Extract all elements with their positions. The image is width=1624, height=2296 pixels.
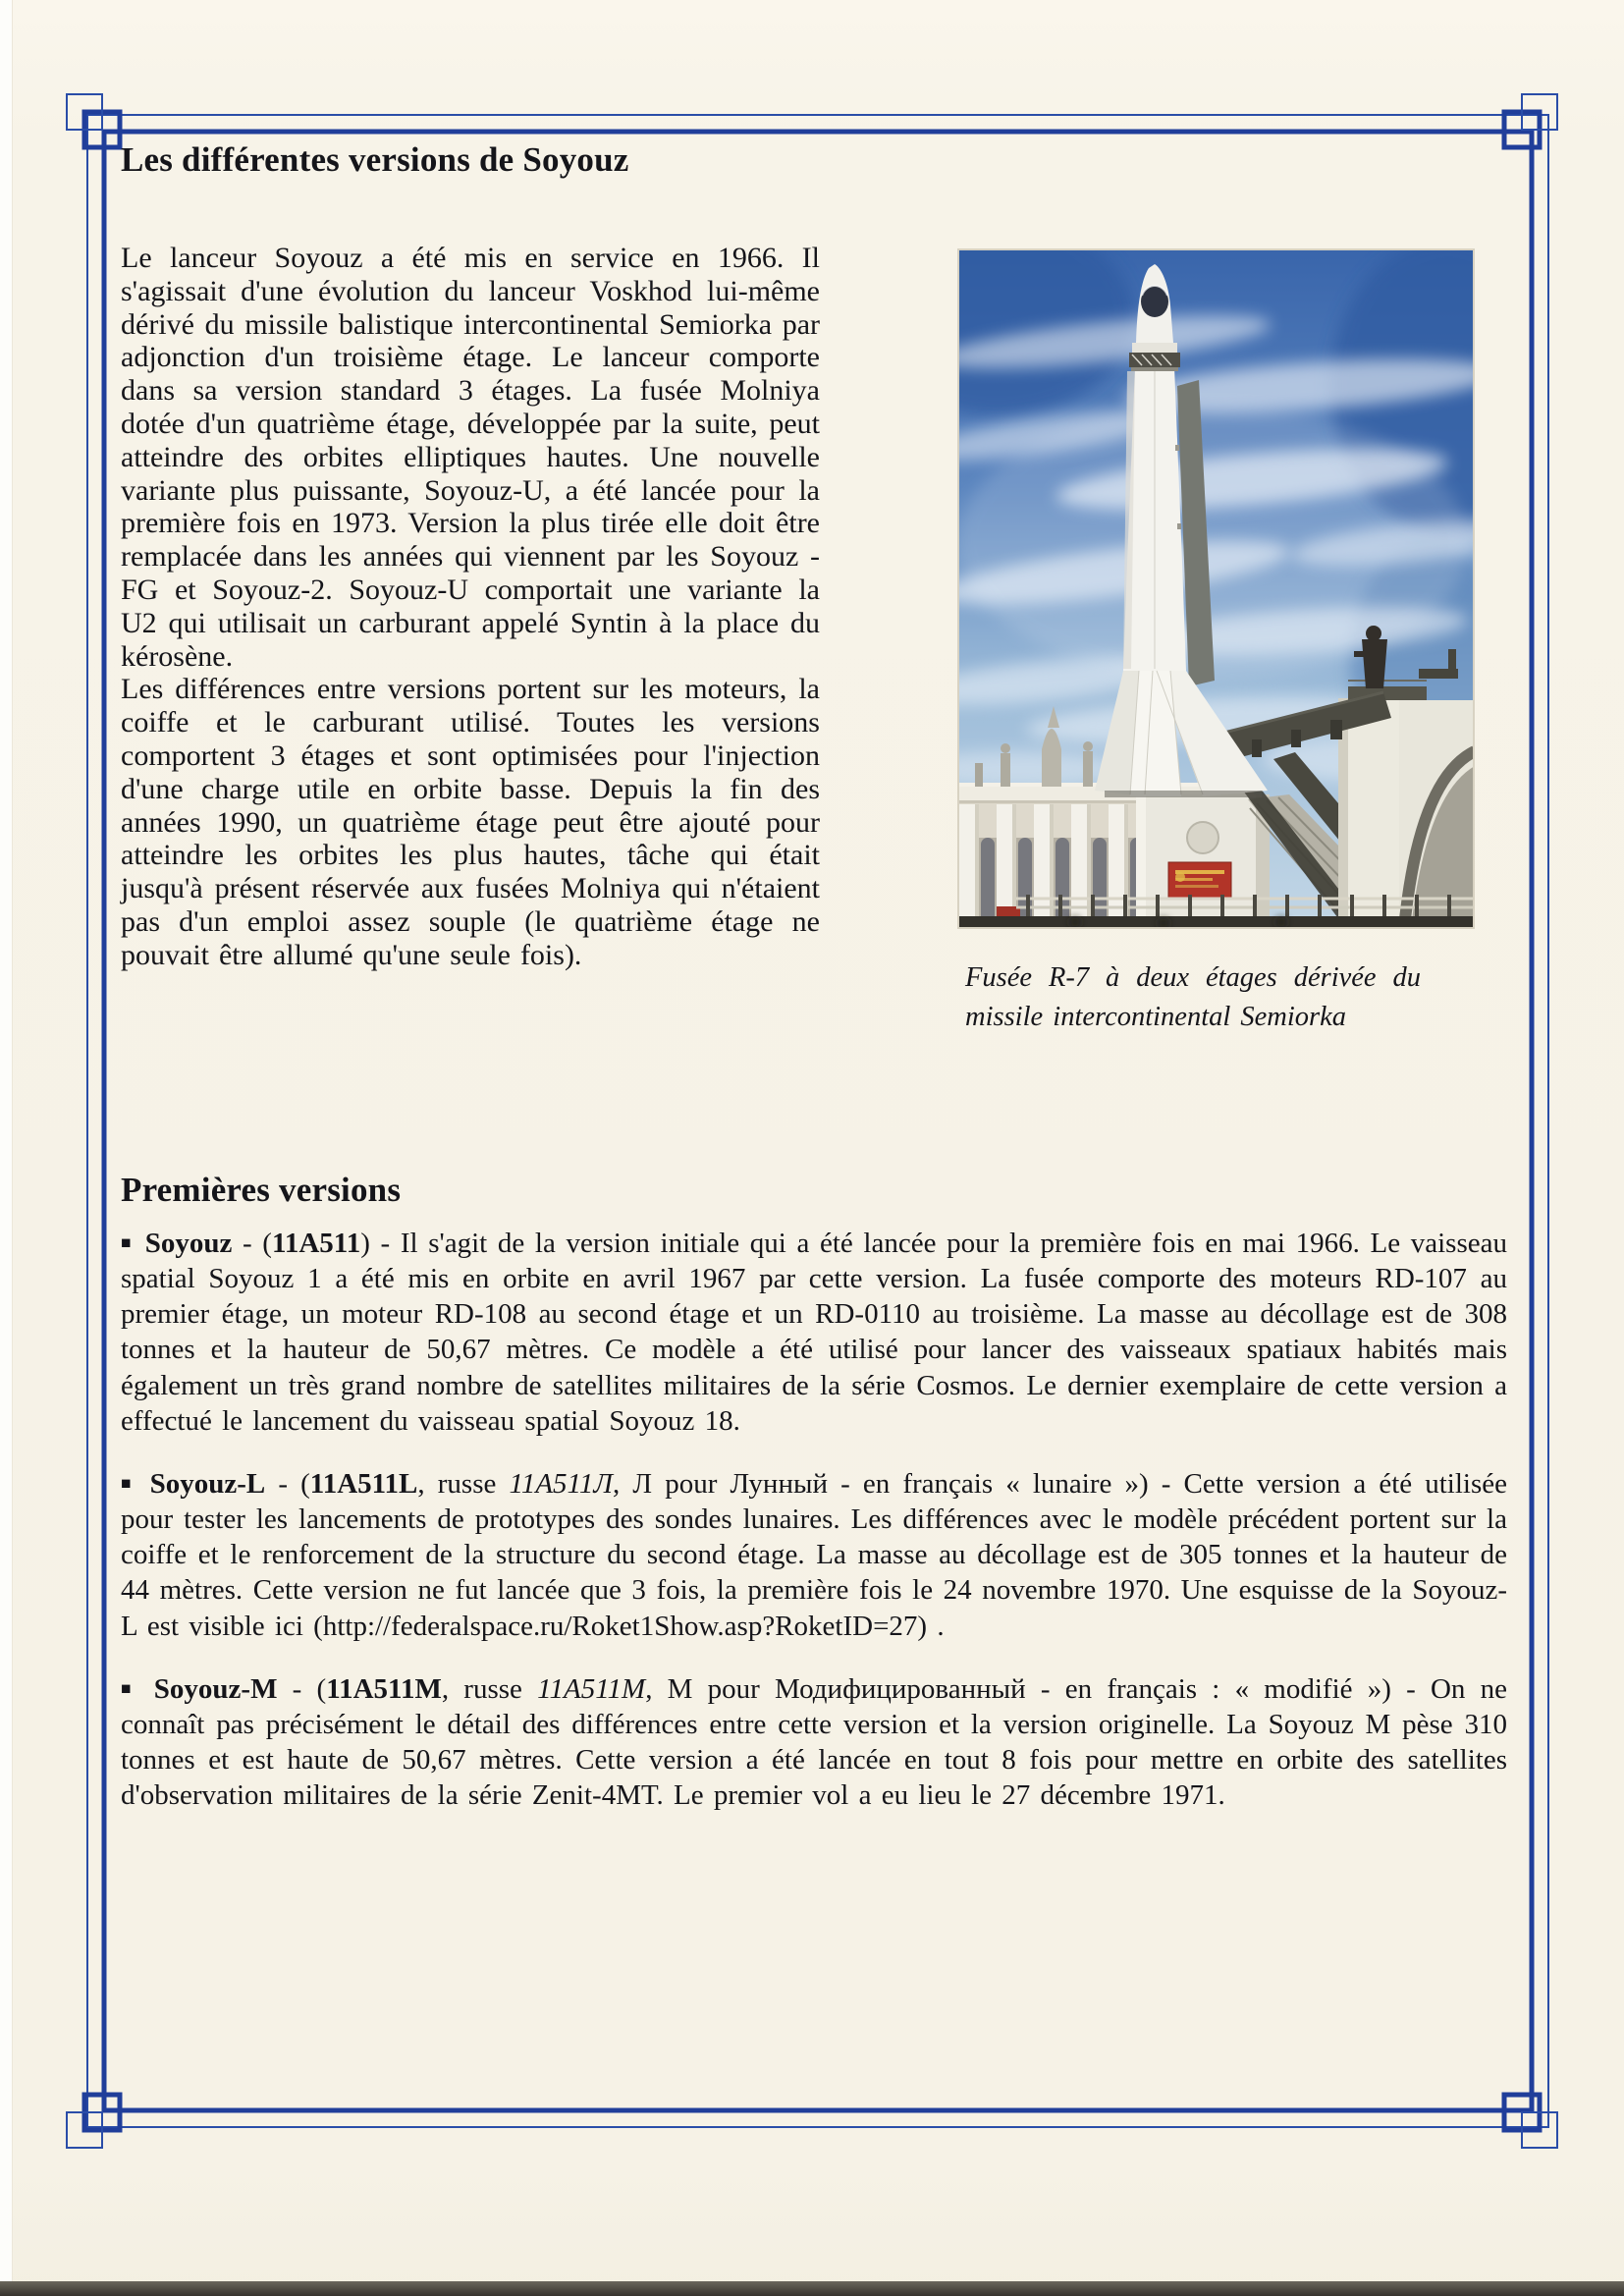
text-segment: ) - Il s'agit de la version initiale qui a été lancée pour la première fois en mai 1966. Le vaisseau spatial Soyouz 1 a été mis en orbite en avril 1967 par cette version. La fusée comporte des moteurs RD-107 au premier étage, un moteur RD-108 au second étage et un RD-0110 au troisième. La masse au décollage est de 308 tonnes et la hauteur de 50,67 mètres. Ce modèle a été utilisé pour lancer des vaisseaux spatiaux habités mais également un très grand nombre de satellites militaires de la série Cosmos. Le dernier exemplaire de cette version a effectué le lancement du vaisseau spatial Soyouz 18.	[121, 1227, 1507, 1437]
intro-text-column	[121, 242, 820, 972]
text-segment: , Л pour Лунный - en français « lunaire ») - Cette version a été utilisée pour tester les lancements de prototypes des sondes lunaires. Les différences avec le modèle précédent portent sur la coiffe et le renforcement de la structure du second étage. La masse au décollage est de 305 tonnes et la hauteur de 44 mètres. Cette version ne fut lancée que 3 fois, la première fois le 24 novembre 1970. Une esquisse de la Soyouz-L est visible ici (http://federalspace.ru/Roket1Show.asp?RoketID=27) .	[121, 1467, 1507, 1642]
scan-edge-bottom	[0, 2281, 1624, 2296]
text-segment: , russe	[441, 1672, 538, 1705]
text-segment: 11A511L	[309, 1467, 418, 1500]
rocket-photo-illustration	[957, 248, 1475, 929]
rocket-photo	[957, 248, 1475, 929]
versions-list	[121, 1225, 1507, 1839]
text-segment: Soyouz-L	[149, 1467, 266, 1500]
text-segment: 11A511Л	[509, 1467, 614, 1500]
text-segment: 11A511	[271, 1227, 361, 1259]
text-segment: Soyouz-M	[153, 1672, 278, 1705]
bullet-square: ■	[121, 1677, 154, 1698]
text-segment: 11A511М	[537, 1672, 646, 1705]
intro-paragraph-2: Les différences entre versions portent sur les moteurs, la coiffe et le carburant utilisé. Toutes les versions comportent 3 étages et sont optimisées pour l'injection d'une charge utile en orbite basse. Depuis la fin des années 1990, un quatrième étage peut être ajouté pour atteindre les orbites les plus hautes, tâche qui était jusqu'à présent réservée aux fusées Molniya qui n'étaient pas d'un emploi assez souple (le quatrième étage ne pouvait être allumé qu'une seule fois).	[121, 673, 820, 971]
version-paragraph-soyouz-m	[121, 1670, 1507, 1814]
intro-paragraph-1: Le lanceur Soyouz a été mis en service en 1966. Il s'agissait d'une évolution du lanceur Voskhod lui-même dérivé du missile balistique intercontinental Semiorka par adjonction d'un troisième étage. Le lanceur comporte dans sa version standard 3 étages. La fusée Molniya dotée d'un quatrième étage, développée par la suite, peut atteindre des orbites elliptiques hautes. Une nouvelle variante plus puissante, Soyouz-U, a été lancée pour la première fois en 1973. Version la plus tirée elle doit être remplacée dans les années qui viennent par les Soyouz -FG et Soyouz-2. Soyouz-U comportait une variante la U2 qui utilisait un carburant appelé Syntin à la place du kérosène.	[121, 242, 820, 673]
bullet-square: ■	[121, 1232, 145, 1252]
version-paragraph-soyouz	[121, 1225, 1507, 1439]
text-segment: Soyouz	[144, 1227, 233, 1259]
text-segment: 11A511M	[326, 1672, 442, 1705]
text-segment: - (	[277, 1672, 327, 1705]
text-segment: , russe	[417, 1467, 510, 1500]
text-segment: , М pour Модифицированный - en français : « modifié ») - On ne connaît pas précisément le détail des différences entre cette version et la version originelle. La Soyouz M pèse 310 tonnes et est haute de 50,67 mètres. Cette version a été lancée en tout 8 fois pour mettre en orbite des satellites d'observation militaires de la série Zenit-4MT. Le premier vol a eu lieu le 27 décembre 1971.	[121, 1672, 1507, 1812]
photo-caption: Fusée R-7 à deux étages dérivée du missile intercontinental Semiorka	[965, 962, 1421, 1032]
red-banner	[1168, 862, 1231, 900]
bullet-square: ■	[121, 1473, 150, 1494]
version-paragraph-soyouz-l	[121, 1465, 1507, 1644]
page-title: Les différentes versions de Soyouz	[121, 140, 629, 179]
text-segment: - (	[265, 1467, 310, 1500]
text-segment: - (	[232, 1227, 272, 1259]
section-title: Premières versions	[121, 1171, 402, 1209]
